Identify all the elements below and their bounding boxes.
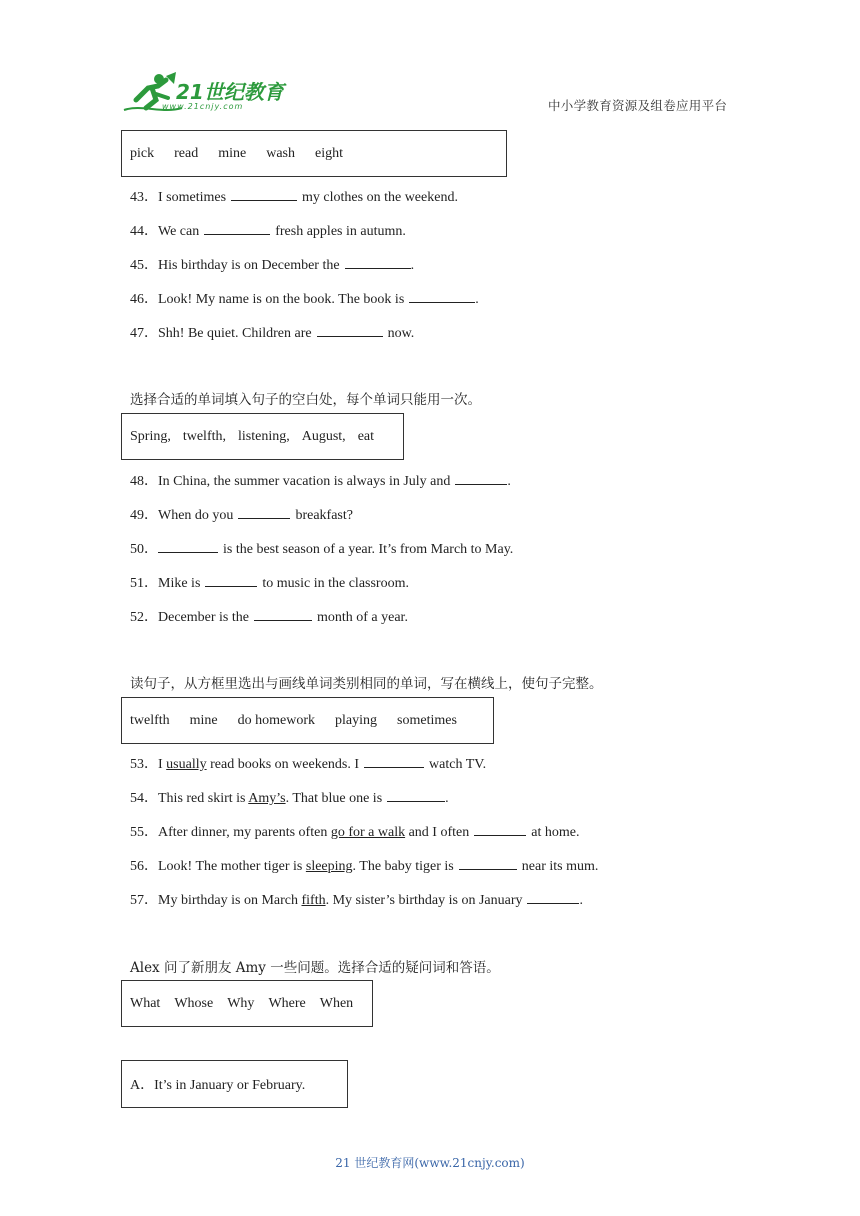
question-text: . xyxy=(579,893,583,908)
word: Why xyxy=(227,995,255,1011)
question-text: now. xyxy=(387,326,415,341)
instruction-2: 选择合适的单词填入句子的空白处，每个单词只能用一次。 xyxy=(130,392,481,408)
question-46 xyxy=(130,288,479,308)
word: playing xyxy=(335,712,378,728)
question-43 xyxy=(130,186,458,206)
question-44 xyxy=(130,220,406,240)
question-text: fresh apples in autumn. xyxy=(275,224,406,239)
word: sometimes xyxy=(397,712,457,728)
question-text: at home. xyxy=(531,825,580,840)
underlined-word: go for a walk xyxy=(330,825,406,840)
question-text: my clothes on the weekend. xyxy=(302,190,458,205)
word-box-4 xyxy=(121,980,373,1027)
answer-blank[interactable] xyxy=(345,256,411,269)
question-text: Mike is xyxy=(158,576,201,591)
question-53 xyxy=(130,753,486,773)
question-text: Shh! Be quiet. Children are xyxy=(158,326,312,341)
answer-blank[interactable] xyxy=(204,222,270,235)
question-text: Look! My name is on the book. The book is xyxy=(158,292,405,307)
word: read xyxy=(174,145,199,161)
question-text: This red skirt is xyxy=(158,791,249,806)
answer-blank[interactable] xyxy=(527,891,579,904)
question-number: 46． xyxy=(130,292,158,307)
answer-blank[interactable] xyxy=(317,324,383,337)
question-number: 55． xyxy=(130,825,158,840)
header-tagline: 中小学教育资源及组卷应用平台 xyxy=(548,98,728,113)
question-text: My birthday is on March xyxy=(158,893,302,908)
question-number: 47． xyxy=(130,326,158,341)
question-text: . My sister’s birthday is on January xyxy=(325,893,523,908)
question-49 xyxy=(130,504,353,524)
answer-blank[interactable] xyxy=(455,472,507,485)
answer-blank[interactable] xyxy=(364,755,424,768)
answer-box-a xyxy=(121,1060,348,1108)
question-number: 45． xyxy=(130,258,158,273)
word: Whose xyxy=(174,995,214,1011)
question-47 xyxy=(130,322,414,342)
answer-blank[interactable] xyxy=(231,188,297,201)
question-50 xyxy=(130,538,513,558)
question-text: read books on weekends. I xyxy=(206,757,360,772)
question-text: month of a year. xyxy=(316,610,408,625)
answer-blank[interactable] xyxy=(459,857,517,870)
question-text: watch TV. xyxy=(429,757,487,772)
question-text: to music in the classroom. xyxy=(262,576,409,591)
word-box-2 xyxy=(121,413,404,460)
word: August, xyxy=(301,428,346,444)
word: mine xyxy=(218,145,247,161)
question-text: When do you xyxy=(158,508,234,523)
question-text: breakfast? xyxy=(295,508,353,523)
question-text: His birthday is on December the xyxy=(158,258,340,273)
word: What xyxy=(130,995,161,1011)
word: mine xyxy=(189,712,218,728)
question-text: . That blue one is xyxy=(285,791,383,806)
question-number: 54． xyxy=(130,791,158,806)
word: Spring, xyxy=(130,428,171,444)
question-number: 43． xyxy=(130,190,158,205)
question-text: In China, the summer vacation is always in July and xyxy=(158,474,451,489)
question-text: . xyxy=(445,791,449,806)
word-box-3 xyxy=(121,697,494,744)
question-text: is the best season of a year. It’s from March to May. xyxy=(223,542,514,557)
word: eat xyxy=(357,428,375,444)
word: eight xyxy=(314,145,343,161)
question-48 xyxy=(130,470,511,490)
question-45 xyxy=(130,254,414,274)
answer-blank[interactable] xyxy=(238,506,290,519)
answer-blank[interactable] xyxy=(409,290,475,303)
logo-url: www.21cnjy.com xyxy=(162,102,244,111)
question-56 xyxy=(130,855,598,875)
word: When xyxy=(319,995,354,1011)
answer-option-a: A．It’s in January or February. xyxy=(130,1078,306,1093)
question-54 xyxy=(130,787,449,807)
underlined-word: sleeping xyxy=(305,859,353,874)
word: do homework xyxy=(237,712,316,728)
question-text: I sometimes xyxy=(158,190,227,205)
question-text: . The baby tiger is xyxy=(352,859,454,874)
question-text: . xyxy=(507,474,511,489)
site-logo xyxy=(122,70,292,116)
answer-blank[interactable] xyxy=(474,823,526,836)
question-text: . xyxy=(475,292,479,307)
question-text: and I often xyxy=(405,825,470,840)
question-text: We can xyxy=(158,224,200,239)
underlined-word: fifth xyxy=(301,893,326,908)
instruction-3: 读句子，从方框里选出与画线单词类别相同的单词，写在横线上，使句子完整。 xyxy=(130,676,603,692)
question-text: December is the xyxy=(158,610,249,625)
question-number: 49． xyxy=(130,508,158,523)
answer-blank[interactable] xyxy=(254,608,312,621)
question-text: near its mum. xyxy=(521,859,599,874)
logo-text: 21世纪教育 xyxy=(176,80,284,104)
underlined-word: usually xyxy=(166,757,207,772)
question-57 xyxy=(130,889,583,909)
question-number: 48． xyxy=(130,474,158,489)
word: twelfth, xyxy=(182,428,226,444)
question-text: . xyxy=(410,258,415,273)
word: wash xyxy=(266,145,295,161)
question-number: 50． xyxy=(130,542,158,557)
page-footer: 21 世纪教育网(www.21cnjy.com) xyxy=(335,1156,525,1170)
word: listening, xyxy=(238,428,290,444)
answer-blank[interactable] xyxy=(205,574,257,587)
question-number: 44． xyxy=(130,224,158,239)
word: Where xyxy=(268,995,306,1011)
question-text: After dinner, my parents often xyxy=(158,825,331,840)
question-number: 56． xyxy=(130,859,158,874)
word: twelfth xyxy=(130,712,170,728)
question-number: 57． xyxy=(130,893,158,908)
question-number: 53． xyxy=(130,757,158,772)
question-number: 51． xyxy=(130,576,158,591)
question-number: 52． xyxy=(130,610,158,625)
word-box-1 xyxy=(121,130,507,177)
question-51 xyxy=(130,572,409,592)
answer-blank[interactable] xyxy=(387,789,445,802)
question-55 xyxy=(130,821,579,841)
question-text: I xyxy=(158,757,167,772)
answer-blank[interactable] xyxy=(158,540,218,553)
word: pick xyxy=(130,145,155,161)
question-text: Look! The mother tiger is xyxy=(158,859,306,874)
question-52 xyxy=(130,606,408,626)
instruction-4: Alex 问了新朋友 Amy 一些问题。选择合适的疑问词和答语。 xyxy=(130,960,500,976)
underlined-word: Amy’s xyxy=(248,791,286,806)
